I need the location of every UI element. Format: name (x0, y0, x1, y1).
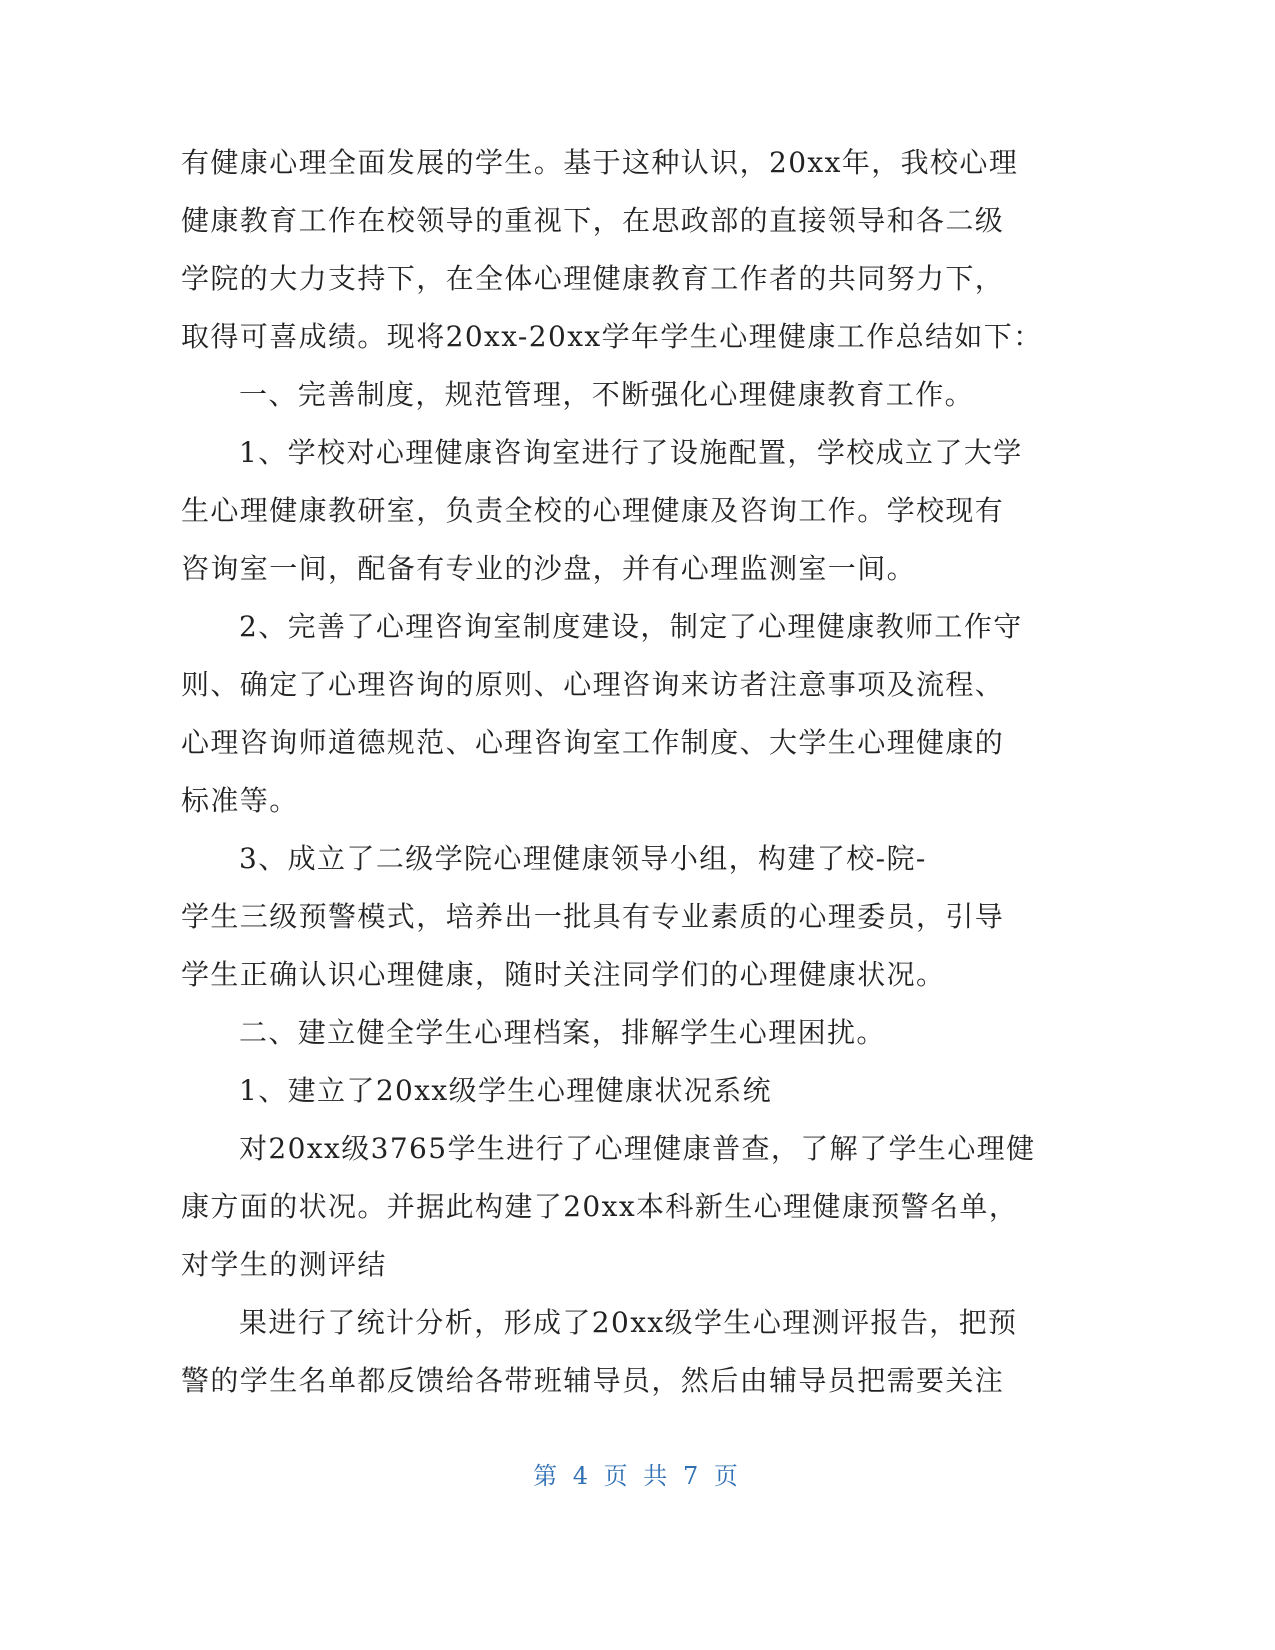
text-line: 1、学校对心理健康咨询室进行了设施配置，学校成立了大学 (239, 436, 1023, 469)
text-line: 取得可喜成绩。现将20xx-20xx学年学生心理健康工作总结如下： (181, 320, 1043, 353)
text-line: 果进行了统计分析，形成了20xx级学生心理测评报告，把预 (239, 1306, 1018, 1339)
document-body (181, 134, 1081, 1410)
section-heading: 一、完善制度，规范管理，不断强化心理健康教育工作。 (239, 378, 975, 411)
text-line: 学生三级预警模式，培养出一批具有专业素质的心理委员，引导 (181, 900, 1005, 933)
text-line: 生心理健康教研室，负责全校的心理健康及咨询工作。学校现有 (181, 494, 1005, 527)
text-line: 2、完善了心理咨询室制度建设，制定了心理健康教师工作守 (239, 610, 1023, 643)
text-line: 学院的大力支持下，在全体心理健康教育工作者的共同努力下， (181, 262, 1005, 295)
text-line: 对20xx级3765学生进行了心理健康普查，了解了学生心理健 (239, 1132, 1036, 1165)
text-line: 标准等。 (181, 784, 299, 817)
text-line: 康方面的状况。并据此构建了20xx本科新生心理健康预警名单， (181, 1190, 1019, 1223)
text-line: 1、建立了20xx级学生心理健康状况系统 (239, 1074, 773, 1107)
text-line: 咨询室一间，配备有专业的沙盘，并有心理监测室一间。 (181, 552, 917, 585)
page-footer: 第 4 页 共 7 页 (533, 1462, 742, 1490)
text-line: 警的学生名单都反馈给各带班辅导员，然后由辅导员把需要关注 (181, 1364, 1005, 1397)
text-line: 心理咨询师道德规范、心理咨询室工作制度、大学生心理健康的 (181, 726, 1005, 759)
text-line: 3、成立了二级学院心理健康领导小组，构建了校-院- (239, 842, 927, 875)
text-line: 学生正确认识心理健康，随时关注同学们的心理健康状况。 (181, 958, 946, 991)
text-line: 则、确定了心理咨询的原则、心理咨询来访者注意事项及流程、 (181, 668, 1005, 701)
text-line: 对学生的测评结 (181, 1248, 387, 1281)
text-line: 有健康心理全面发展的学生。基于这种认识，20xx年，我校心理 (181, 146, 1019, 179)
text-line: 健康教育工作在校领导的重视下，在思政部的直接领导和各二级 (181, 204, 1005, 237)
section-heading: 二、建立健全学生心理档案，排解学生心理困扰。 (239, 1016, 886, 1049)
